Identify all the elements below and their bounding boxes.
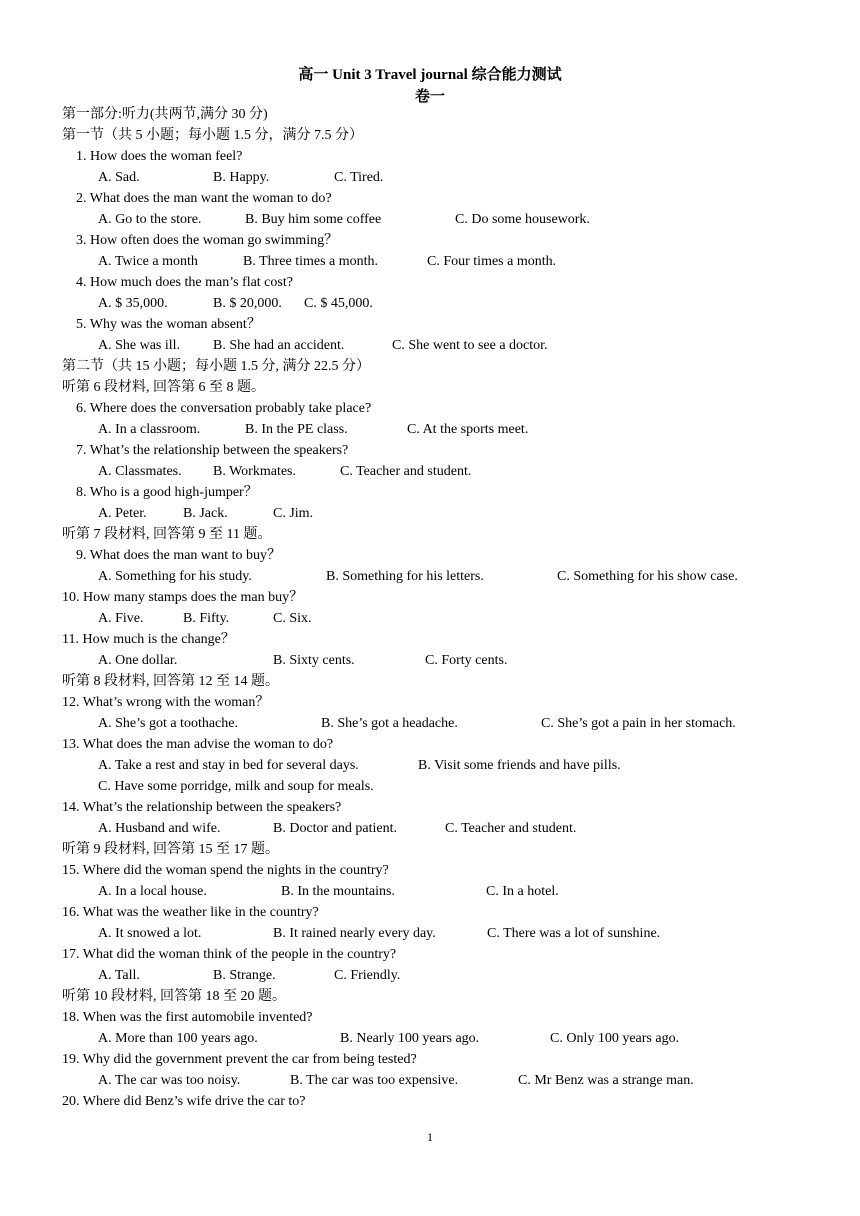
option-c: C. She’s got a pain in her stomach. <box>541 716 736 731</box>
option-c: C. She went to see a doctor. <box>392 338 548 353</box>
question: 1. How does the woman feel? <box>76 149 243 164</box>
option-c: C. Only 100 years ago. <box>550 1031 680 1046</box>
option-b: B. Workmates. <box>213 464 296 479</box>
option-b: B. Fifty. <box>183 611 230 626</box>
material-instruction: 听第 7 段材料, 回答第 9 至 11 题。 <box>62 527 272 542</box>
option-b: B. Visit some friends and have pills. <box>418 758 621 773</box>
option-c: C. Mr Benz was a strange man. <box>518 1073 694 1088</box>
option-c: C. Tired. <box>334 170 384 185</box>
question: 8. Who is a good high-jumper？ <box>76 485 258 500</box>
option-b: B. Strange. <box>213 968 276 983</box>
option-a: A. She was ill. <box>98 338 181 353</box>
option-b: B. It rained nearly every day. <box>273 926 436 941</box>
option-a: A. In a classroom. <box>98 422 201 437</box>
option-b: B. Something for his letters. <box>326 569 484 584</box>
option-a: A. Tall. <box>98 968 140 983</box>
option-a: A. She’s got a toothache. <box>98 716 238 731</box>
document-title: 高一 Unit 3 Travel journal 综合能力测试 <box>298 67 562 83</box>
option-c: C. Have some porridge, milk and soup for meals. <box>98 779 374 794</box>
part-heading: 第一部分:听力(共两节,满分 30 分) <box>62 107 268 122</box>
option-c: C. There was a lot of sunshine. <box>487 926 661 941</box>
option-a: A. Peter. <box>98 506 147 521</box>
option-b: B. Sixty cents. <box>273 653 355 668</box>
section-heading: 第一节（共 5 小题；每小题 1.5 分，满分 7.5 分） <box>62 128 363 143</box>
question: 11. How much is the change？ <box>62 632 235 647</box>
option-a: A. Something for his study. <box>98 569 252 584</box>
question: 13. What does the man advise the woman to do? <box>62 737 334 752</box>
question: 7. What’s the relationship between the speakers? <box>76 443 349 458</box>
option-c: C. Something for his show case. <box>557 569 738 584</box>
option-a: A. The car was too noisy. <box>98 1073 241 1088</box>
question: 14. What’s the relationship between the speakers? <box>62 800 342 815</box>
option-b: B. In the PE class. <box>245 422 348 437</box>
option-b: B. Happy. <box>213 170 270 185</box>
option-b: B. $ 20,000. <box>213 296 282 311</box>
material-instruction: 听第 6 段材料, 回答第 6 至 8 题。 <box>62 380 265 395</box>
option-c: C. At the sports meet. <box>407 422 529 437</box>
option-a: A. One dollar. <box>98 653 178 668</box>
option-c: C. Six. <box>273 611 312 626</box>
question: 12. What’s wrong with the woman？ <box>62 695 270 710</box>
question: 20. Where did Benz’s wife drive the car to? <box>62 1094 306 1109</box>
question: 3. How often does the woman go swimming？ <box>76 233 339 248</box>
option-b: B. Three times a month. <box>243 254 379 269</box>
option-c: C. $ 45,000. <box>304 296 373 311</box>
option-b: B. She’s got a headache. <box>321 716 458 731</box>
option-c: C. Jim. <box>273 506 314 521</box>
document-subtitle: 卷一 <box>414 89 445 105</box>
option-a: A. More than 100 years ago. <box>98 1031 258 1046</box>
option-b: B. She had an accident. <box>213 338 345 353</box>
question: 10. How many stamps does the man buy？ <box>62 590 304 605</box>
material-instruction: 听第 9 段材料, 回答第 15 至 17 题。 <box>62 842 279 857</box>
option-a: A. Sad. <box>98 170 140 185</box>
question: 2. What does the man want the woman to do? <box>76 191 332 206</box>
option-a: A. Twice a month <box>98 254 198 269</box>
option-c: C. Friendly. <box>334 968 401 983</box>
question: 9. What does the man want to buy？ <box>76 548 282 563</box>
option-b: B. In the mountains. <box>281 884 395 899</box>
option-b: B. Nearly 100 years ago. <box>340 1031 480 1046</box>
option-a: A. It snowed a lot. <box>98 926 202 941</box>
option-c: C. Teacher and student. <box>445 821 577 836</box>
option-b: B. Buy him some coffee <box>245 212 382 227</box>
material-instruction: 听第 10 段材料, 回答第 18 至 20 题。 <box>62 989 286 1004</box>
option-b: B. Jack. <box>183 506 228 521</box>
question: 5. Why was the woman absent？ <box>76 317 261 332</box>
option-c: C. Forty cents. <box>425 653 508 668</box>
option-a: A. Take a rest and stay in bed for several days. <box>98 758 359 773</box>
option-b: B. The car was too expensive. <box>290 1073 459 1088</box>
question: 18. When was the first automobile invented? <box>62 1010 313 1025</box>
option-a: A. Go to the store. <box>98 212 202 227</box>
option-a: A. $ 35,000. <box>98 296 168 311</box>
option-b: B. Doctor and patient. <box>273 821 398 836</box>
question: 17. What did the woman think of the people in the country? <box>62 947 397 962</box>
option-a: A. Classmates. <box>98 464 182 479</box>
option-c: C. Four times a month. <box>427 254 557 269</box>
option-c: C. Teacher and student. <box>340 464 472 479</box>
option-a: A. Five. <box>98 611 144 626</box>
question: 6. Where does the conversation probably take place? <box>76 401 372 416</box>
question: 15. Where did the woman spend the nights in the country? <box>62 863 389 878</box>
question: 16. What was the weather like in the country? <box>62 905 319 920</box>
option-a: A. Husband and wife. <box>98 821 221 836</box>
question: 19. Why did the government prevent the car from being tested? <box>62 1052 417 1067</box>
section-heading: 第二节（共 15 小题；每小题 1.5 分, 满分 22.5 分） <box>62 359 370 374</box>
question: 4. How much does the man’s flat cost? <box>76 275 293 290</box>
option-a: A. In a local house. <box>98 884 207 899</box>
option-c: C. Do some housework. <box>455 212 590 227</box>
material-instruction: 听第 8 段材料, 回答第 12 至 14 题。 <box>62 674 279 689</box>
page-number: 1 <box>427 1130 433 1144</box>
option-c: C. In a hotel. <box>486 884 559 899</box>
